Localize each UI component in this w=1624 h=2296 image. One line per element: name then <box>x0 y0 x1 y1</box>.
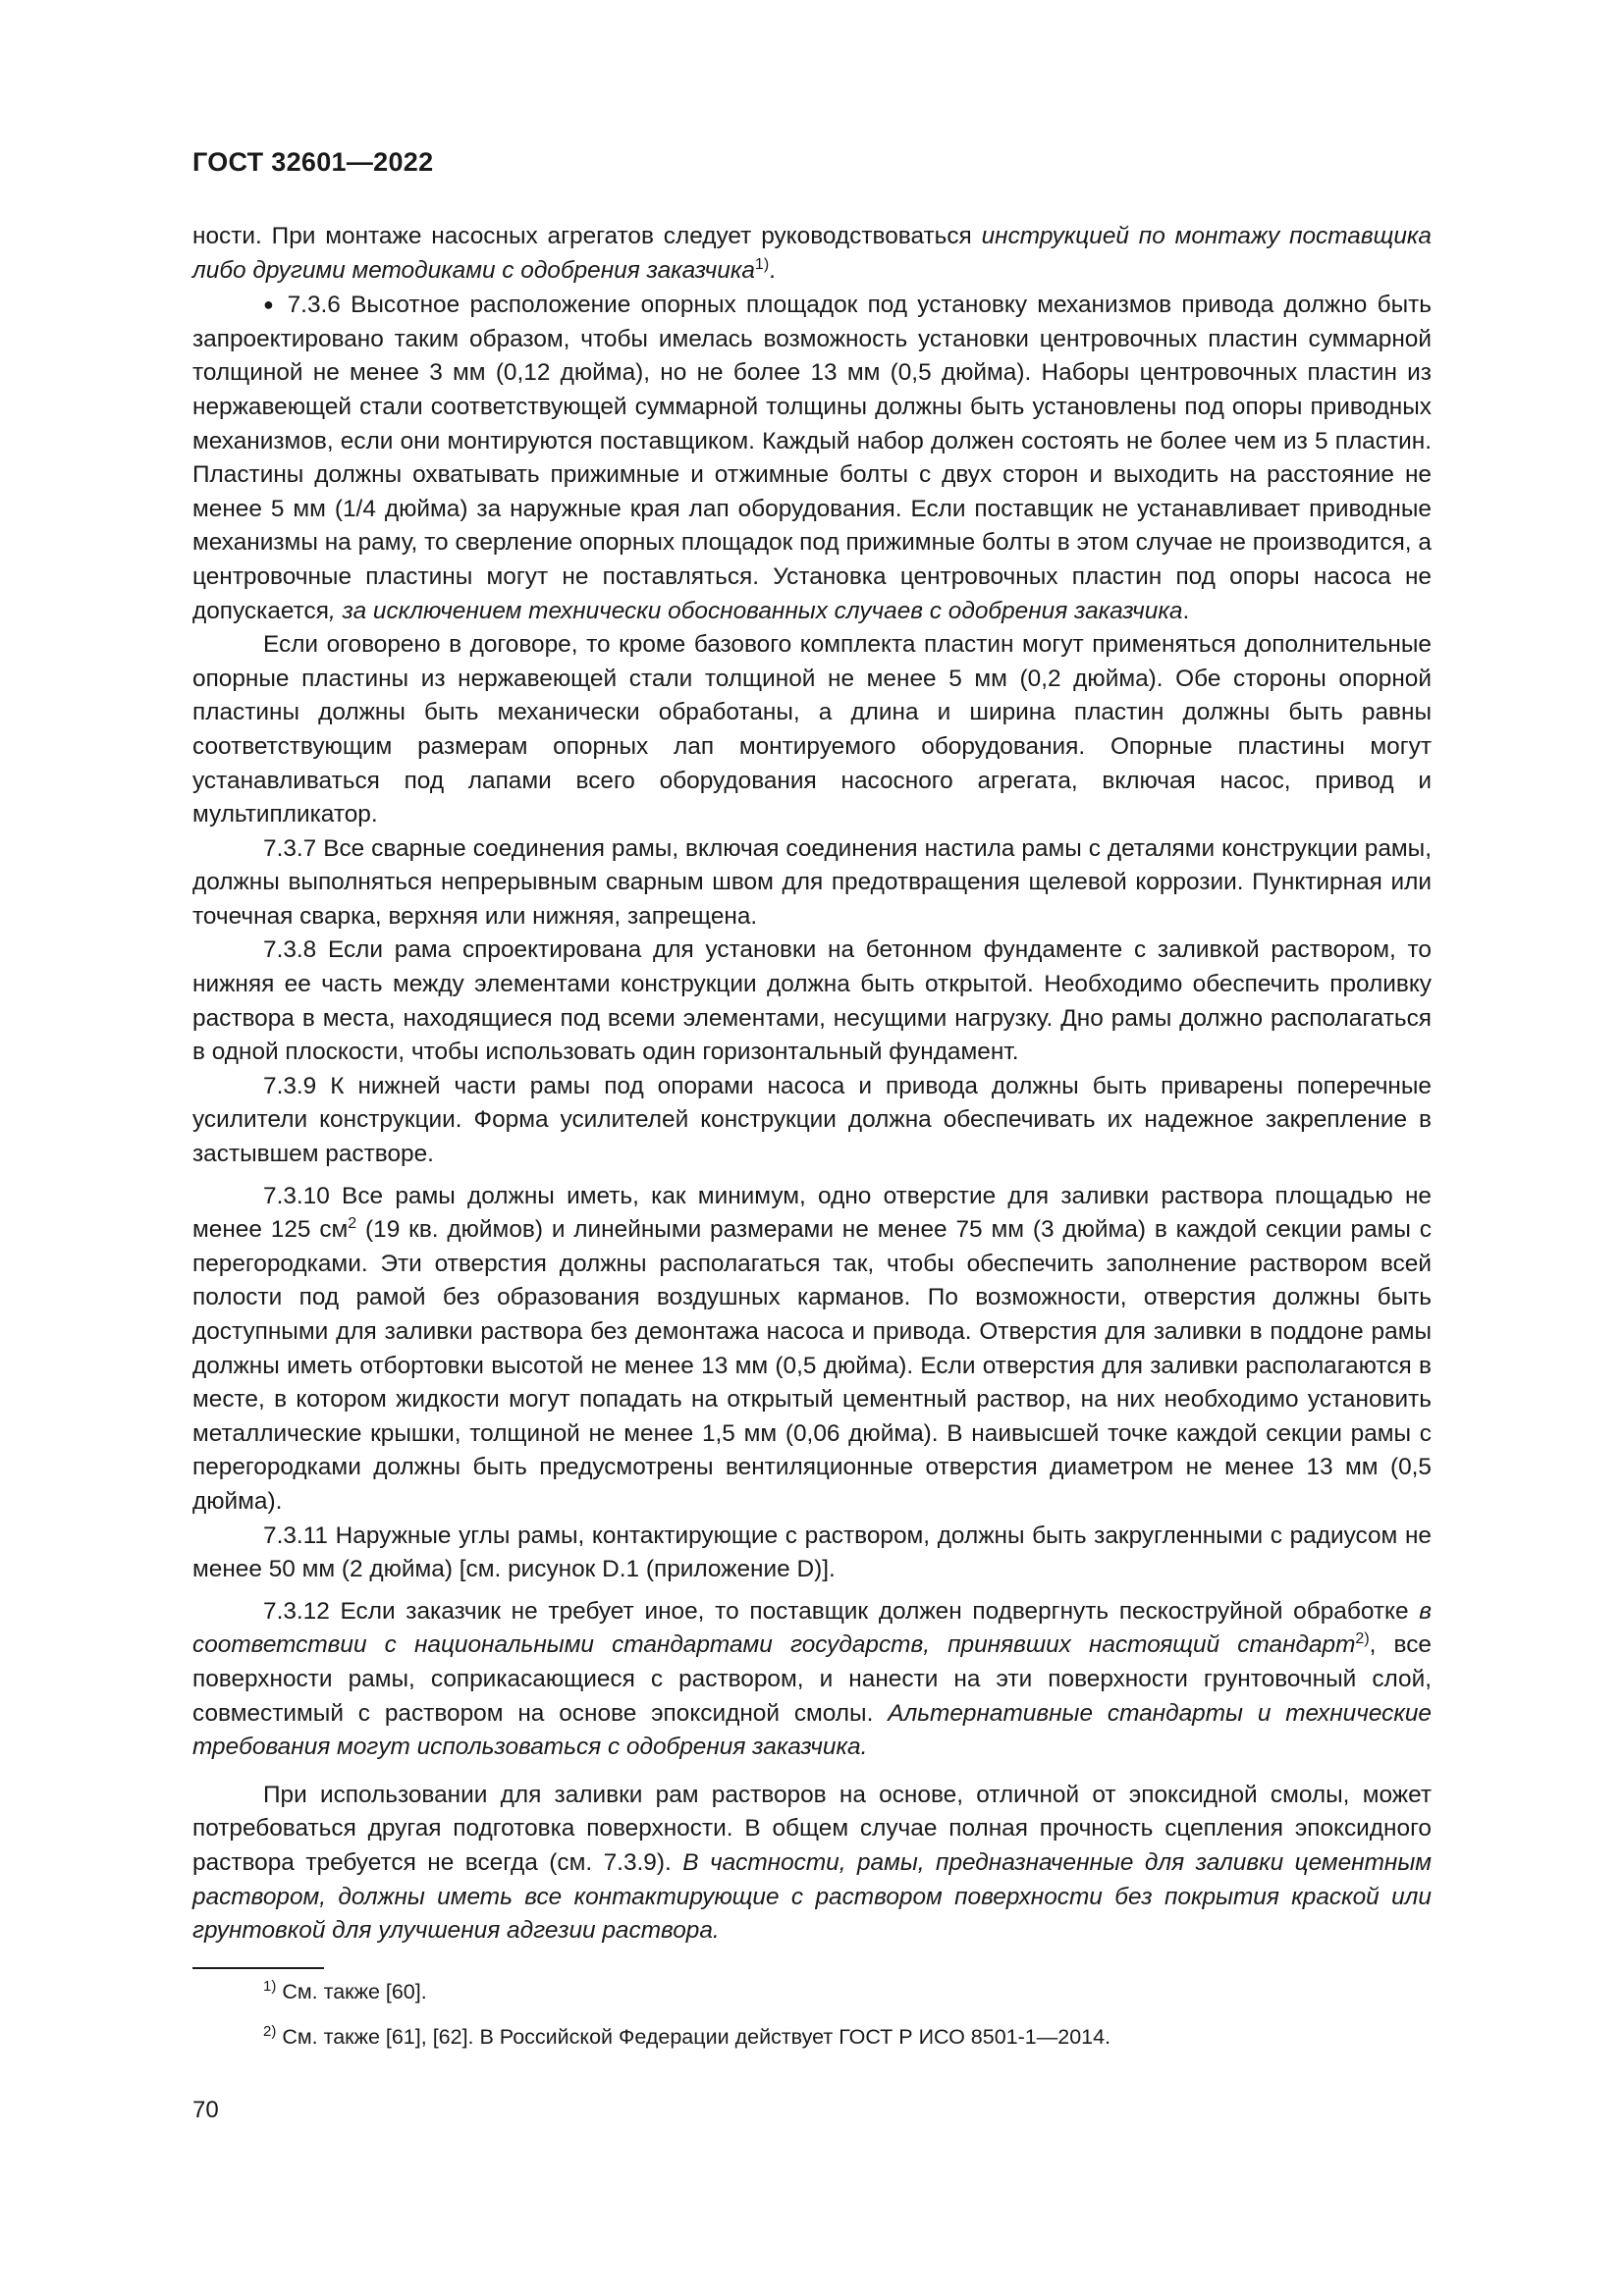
footnote-1: $^{1)}$ См. также [60]. <box>263 1978 427 2003</box>
paragraph-7-3-6: ● 7.3.6 Высотное расположение опорных площадок под установку механизмов привода должно быть запроектировано таким образом, чтобы имелась возможность установки центровочных пластин суммарной толщиной не менее 3 мм (0,12 дюйма), но не более 13 мм (0,5 дюйма). Наборы центровочных пластин из нержавеющей стали соответствующей суммарной толщины должны быть установлены под опоры приводных механизмов, если они монтируются поставщиком. Каждый набор должен состоять не более чем из 5 пластин. Пластины должны охватывать прижимные и отжимные болты с двух сторон и выходить на расстояние не менее 5 мм (1/4 дюйма) за наружные края лап оборудования. Если поставщик не устанавливает приводные механизмы на раму, то сверление опорных площадок под прижимные болты в этом случае не производится, а центровочные пластины могут не поставляться. Установка центровочных пластин под опоры насоса не допускается, за исключением технически обоснованных случаев с одобрения заказчика. <box>192 292 1433 624</box>
footnote-ref-1: 1) <box>754 255 770 273</box>
paragraph-7-3-7: 7.3.7 Все сварные соединения рамы, включая соединения настила рамы с деталями конструкции рамы, должны выполняться непрерывным сварным швом для предотвращения щелевой коррозии. Пунктирная или точечная сварка, верхняя или нижняя, запрещена. <box>192 834 1432 930</box>
paragraph-7-3-9: 7.3.9 К нижней части рамы под опорами насоса и привода должны быть приварены поперечные усилители конструкции. Форма усилителей конструкции должна обеспечивать их надежное закрепление в застывшем растворе. <box>192 1072 1432 1168</box>
paragraph-7-3-12: 7.3.12 Если заказчик не требует иное, то поставщик должен подвергнуть пескоструйной обработке в соответствии с национальными стандартами государств, принявших настоящий стандарт$^{2)}$, все поверхности рамы, соприкасающиеся с раствором, и нанести на эти поверхности грунтовочный слой, совместимый с раствором на основе эпоксидной смолы. Альтернативные стандарты и технические требования могут использоваться с одобрения заказчика. <box>192 1597 1432 1761</box>
footnote-divider <box>192 1967 324 1969</box>
paragraph-7-3-11: 7.3.11 Наружные углы рамы, контактирующие с раствором, должны быть закругленными с радиусом не менее 50 мм (2 дюйма) [см. рисунок D.1 (приложение D)]. <box>192 1522 1432 1583</box>
footnote-ref-2: 2) <box>1355 1630 1370 1648</box>
paragraph-shims: Если оговорено в договоре, то кроме базового комплекта пластин могут применяться дополнительные опорные пластины из нержавеющей стали толщиной не менее 5 мм (0,2 дюйма). Обе стороны опорной пластины должны быть механически обработаны, а длина и ширина пластин должны быть равны соответствующим размерам опорных лап монтируемого оборудования. Опорные пластины могут устанавливаться под лапами всего оборудования насосного агрегата, включая насос, привод и мультипликатор. <box>192 631 1432 828</box>
document-header: ГОСТ 32601—2022 <box>192 147 434 177</box>
bullet-icon: ● <box>263 294 278 315</box>
paragraph-7-3-10: 7.3.10 Все рамы должны иметь, как минимум, одно отверстие для заливки раствора площадью не менее 125 $см^2$ (19 кв. дюймов) и линейными размерами не менее 75 мм (3 дюйма) в каждой секции рамы с перегородками. Эти отверстия должны располагаться так, чтобы обеспечить заполнение раствором всей полости под рамой без образования воздушных карманов. По возможности, отверстия должны быть доступными для заливки раствора без демонтажа насоса и привода. Отверстия для заливки в поддоне рамы должны иметь отбортовки высотой не менее 13 мм (0,5 дюйма). Если отверстия для заливки располагаются в месте, в котором жидкости могут попадать на открытый цементный раствор, на них необходимо установить металлические крышки, толщиной не менее 1,5 мм (0,06 дюйма). В наивысшей точке каждой секции рамы с перегородками должны быть предусмотрены вентиляционные отверстия диаметром не менее 13 мм (0,5 дюйма). <box>192 1182 1432 1515</box>
footnote-2: $^{2)}$ См. также [61], [62]. В Российской Федерации действует ГОСТ Р ИСО 8501-1—2014. <box>263 2023 1111 2049</box>
paragraph-grout: При использовании для заливки рам растворов на основе, отличной от эпоксидной смолы, может потребоваться другая подготовка поверхности. В общем случае полная прочность сцепления эпоксидного раствора требуется не всегда (см. 7.3.9). В частности, рамы, предназначенные для заливки цементным раствором, должны иметь все контактирующие с раствором поверхности без покрытия краской или грунтовкой для улучшения адгезии раствора. <box>192 1781 1432 1945</box>
page-number: 70 <box>192 2097 219 2123</box>
paragraph-continuation: ности. При монтаже насосных агрегатов следует руководствоваться инструкцией по монтажу поставщика либо другими методиками с одобрения заказчика$^{1)}$. <box>192 223 1432 284</box>
document-body <box>192 220 1432 1949</box>
footnotes <box>263 1977 1432 2052</box>
paragraph-7-3-8: 7.3.8 Если рама спроектирована для установки на бетонном фундаменте с заливкой раствором, то нижняя ее часть между элементами конструкции должна быть открытой. Необходимо обеспечить проливку раствора в места, находящиеся под всеми элементами, несущими нагрузку. Дно рамы должно располагаться в одной плоскости, чтобы использовать один горизонтальный фундамент. <box>192 936 1432 1066</box>
